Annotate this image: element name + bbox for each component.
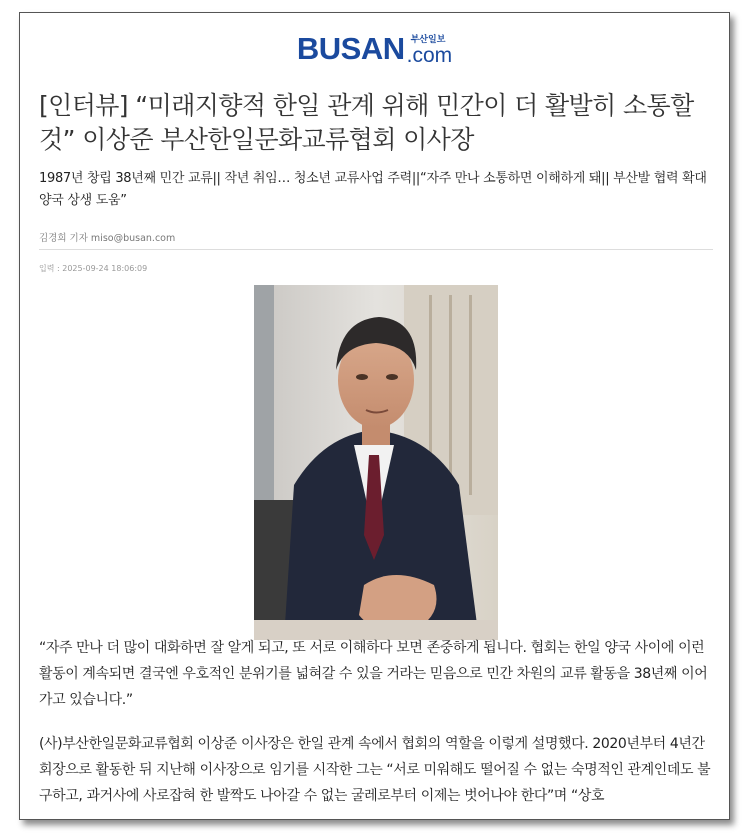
article-datetime: 입력 : 2025-09-24 18:06:09 <box>39 264 148 273</box>
logo-busan-text: BUSAN <box>296 31 405 66</box>
article-subhead: 1987년 창립 38년째 민간 교류|| 작년 취임… 청소년 교류사업 주력||“자주 만나 소통하면 이해하게 돼|| 부산발 협력 확대 양국 상생 도움” <box>39 171 707 208</box>
byline-divider <box>39 249 713 250</box>
logo-com-text: .com <box>406 44 453 67</box>
article-paragraph: (사)부산한일문화교류협회 이상준 이사장은 한일 관계 속에서 협회의 역할을 이렇게 설명했다. 2020년부터 4년간 회장으로 활동한 뒤 지난해 이사장으로 임기를 시작한 그는 “서로 미워해도 떨어질 수 없는 숙명적인 관계인데도 불구하고, 과거사에 사로잡혀 한 발짝도 나아갈 수 없는 굴레로부터 이제는 벗어나야 한다”며 “상호 <box>39 736 711 804</box>
site-logo[interactable] <box>20 31 729 67</box>
interview-photo <box>254 285 498 640</box>
article-paragraph: “자주 만나 더 많이 대화하면 잘 알게 되고, 또 서로 이해하다 보면 존중하게 됩니다. 협회는 한일 양국 사이에 이런 활동이 계속되면 결국엔 우호적인 분위기를 넓혀갈 수 있을 거라는 믿음으로 민간 차원의 교류 활동을 38년째 이어가고 있습니다.” <box>39 640 708 708</box>
article-frame <box>19 12 730 820</box>
article-headline: [인터뷰] “미래지향적 한일 관계 위해 민간이 더 활발히 소통할 것” 이상준 부산한일문화교류협회 이사장 <box>39 91 694 154</box>
article-byline: 김경희 기자 miso@busan.com <box>39 233 176 244</box>
article-body <box>39 635 715 809</box>
logo-korean-text: 부산일보 <box>410 35 446 45</box>
